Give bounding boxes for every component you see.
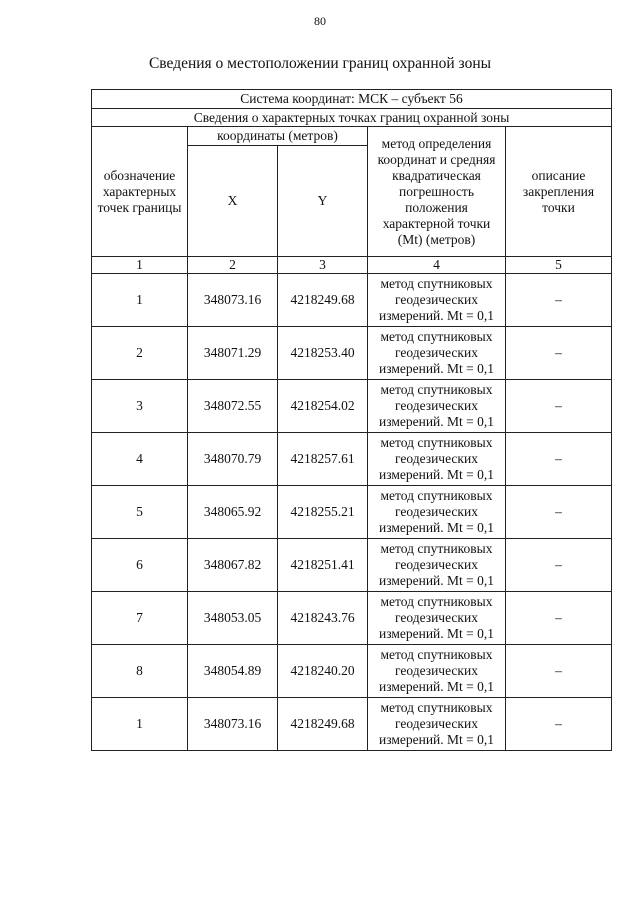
header-row-1	[92, 127, 612, 146]
coordinate-system-row	[92, 90, 612, 109]
page-number: 80	[314, 14, 326, 28]
x-cell: 348072.55	[188, 380, 278, 433]
header-y: Y	[278, 146, 368, 257]
x-cell: 348070.79	[188, 433, 278, 486]
point-cell: 2	[92, 327, 188, 380]
point-cell: 5	[92, 486, 188, 539]
header-method: метод определения координат и средняя квадратическая погрешность положения характерной точки (Mt) (метров)	[368, 127, 506, 257]
table-row	[92, 592, 612, 645]
point-cell: 7	[92, 592, 188, 645]
header-x: X	[188, 146, 278, 257]
x-cell: 348071.29	[188, 327, 278, 380]
y-cell: 4218243.76	[278, 592, 368, 645]
boundary-points-table	[91, 89, 612, 751]
table-row	[92, 433, 612, 486]
description-cell: –	[506, 274, 612, 327]
method-cell: метод спутниковых геодезических измерений. Mt = 0,1	[368, 274, 506, 327]
column-number-3: 3	[278, 257, 368, 274]
y-cell: 4218253.40	[278, 327, 368, 380]
y-cell: 4218257.61	[278, 433, 368, 486]
section-title-row	[92, 109, 612, 127]
x-cell: 348073.16	[188, 274, 278, 327]
description-cell: –	[506, 698, 612, 751]
description-cell: –	[506, 539, 612, 592]
method-cell: метод спутниковых геодезических измерений. Mt = 0,1	[368, 380, 506, 433]
table-row	[92, 645, 612, 698]
column-number-5: 5	[506, 257, 612, 274]
x-cell: 348065.92	[188, 486, 278, 539]
x-cell: 348053.05	[188, 592, 278, 645]
description-cell: –	[506, 645, 612, 698]
description-cell: –	[506, 433, 612, 486]
point-cell: 8	[92, 645, 188, 698]
y-cell: 4218240.20	[278, 645, 368, 698]
method-cell: метод спутниковых геодезических измерений. Mt = 0,1	[368, 539, 506, 592]
y-cell: 4218249.68	[278, 698, 368, 751]
point-cell: 4	[92, 433, 188, 486]
x-cell: 348067.82	[188, 539, 278, 592]
x-cell: 348073.16	[188, 698, 278, 751]
description-cell: –	[506, 327, 612, 380]
x-cell: 348054.89	[188, 645, 278, 698]
column-number-1: 1	[92, 257, 188, 274]
point-cell: 6	[92, 539, 188, 592]
section-title-cell: Сведения о характерных точках границ охранной зоны	[92, 109, 612, 127]
y-cell: 4218249.68	[278, 274, 368, 327]
table-row	[92, 380, 612, 433]
point-cell: 3	[92, 380, 188, 433]
method-cell: метод спутниковых геодезических измерений. Mt = 0,1	[368, 698, 506, 751]
header-coords: координаты (метров)	[188, 127, 368, 146]
point-cell: 1	[92, 274, 188, 327]
document-title: Сведения о местоположении границ охранной зоны	[148, 55, 492, 72]
table-row	[92, 698, 612, 751]
method-cell: метод спутниковых геодезических измерений. Mt = 0,1	[368, 486, 506, 539]
y-cell: 4218255.21	[278, 486, 368, 539]
table-row	[92, 539, 612, 592]
y-cell: 4218251.41	[278, 539, 368, 592]
method-cell: метод спутниковых геодезических измерений. Mt = 0,1	[368, 645, 506, 698]
method-cell: метод спутниковых геодезических измерений. Mt = 0,1	[368, 327, 506, 380]
column-number-2: 2	[188, 257, 278, 274]
point-cell: 1	[92, 698, 188, 751]
coordinate-system-cell: Система координат: МСК – субъект 56	[92, 90, 612, 109]
description-cell: –	[506, 592, 612, 645]
table-row	[92, 274, 612, 327]
description-cell: –	[506, 380, 612, 433]
method-cell: метод спутниковых геодезических измерений. Mt = 0,1	[368, 592, 506, 645]
table-row	[92, 327, 612, 380]
method-cell: метод спутниковых геодезических измерений. Mt = 0,1	[368, 433, 506, 486]
header-point: обозначение характерных точек границы	[92, 127, 188, 257]
table-row	[92, 486, 612, 539]
y-cell: 4218254.02	[278, 380, 368, 433]
header-description: описание закрепления точки	[506, 127, 612, 257]
description-cell: –	[506, 486, 612, 539]
column-number-row	[92, 257, 612, 274]
column-number-4: 4	[368, 257, 506, 274]
